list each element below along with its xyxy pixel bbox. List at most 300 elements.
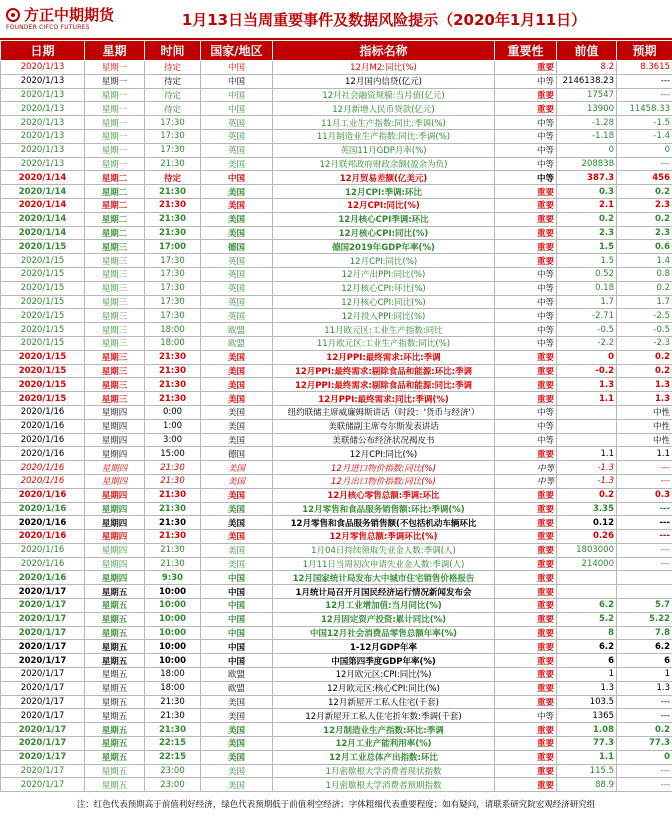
- forecast-cell: 1: [617, 668, 672, 682]
- importance-cell: 中等: [495, 267, 557, 281]
- events-table: [0, 40, 672, 792]
- importance-cell: 中等: [495, 116, 557, 130]
- previous-cell: 2.3: [557, 226, 617, 240]
- country-cell: 德国: [201, 240, 273, 254]
- table-row: [1, 240, 672, 254]
- previous-cell: 1.5: [557, 254, 617, 268]
- previous-cell: 1.3: [557, 378, 617, 392]
- forecast-cell: 456: [617, 171, 672, 185]
- forecast-cell: -2.3: [617, 336, 672, 350]
- indicator-cell: 12月工业增加值:当月同比(%): [273, 599, 495, 613]
- weekday-cell: 星期四: [85, 543, 145, 557]
- logo-text: 方正中期期货: [24, 6, 115, 24]
- forecast-cell: ---: [617, 88, 672, 102]
- previous-cell: 0.3: [557, 185, 617, 199]
- weekday-cell: 星期四: [85, 571, 145, 585]
- weekday-cell: 星期三: [85, 323, 145, 337]
- date-cell: 2020/1/17: [1, 612, 85, 626]
- weekday-cell: 星期五: [85, 668, 145, 682]
- date-cell: 2020/1/17: [1, 695, 85, 709]
- indicator-cell: 12月国内信贷(亿元): [273, 74, 495, 88]
- weekday-cell: 星期一: [85, 116, 145, 130]
- importance-cell: 重要: [495, 364, 557, 378]
- importance-cell: 重要: [495, 778, 557, 792]
- table-row: [1, 502, 672, 516]
- indicator-cell: 11月欧元区:工业生产指数:同比(%): [273, 336, 495, 350]
- previous-cell: 3.35: [557, 502, 617, 516]
- indicator-cell: 12月产出PPI:同比(%): [273, 267, 495, 281]
- country-cell: 欧盟: [201, 323, 273, 337]
- weekday-cell: 星期五: [85, 640, 145, 654]
- importance-cell: 重要: [495, 557, 557, 571]
- date-cell: 2020/1/17: [1, 599, 85, 613]
- country-cell: 美国: [201, 750, 273, 764]
- country-cell: 英国: [201, 267, 273, 281]
- indicator-cell: 12月贸易差额(亿美元): [273, 171, 495, 185]
- date-cell: 2020/1/15: [1, 323, 85, 337]
- indicator-cell: 12月核心CPI:环比(%): [273, 281, 495, 295]
- importance-cell: 中等: [495, 323, 557, 337]
- previous-cell: 103.5: [557, 695, 617, 709]
- country-cell: 英国: [201, 254, 273, 268]
- col-header-forecast: 预期: [617, 41, 672, 61]
- country-cell: 美国: [201, 350, 273, 364]
- importance-cell: 重要: [495, 764, 557, 778]
- weekday-cell: 星期五: [85, 654, 145, 668]
- time-cell: 21:30: [145, 723, 201, 737]
- country-cell: 英国: [201, 281, 273, 295]
- table-row: [1, 267, 672, 281]
- previous-cell: -1.18: [557, 129, 617, 143]
- forecast-cell: 0.2: [617, 212, 672, 226]
- weekday-cell: 星期三: [85, 281, 145, 295]
- weekday-cell: 星期三: [85, 254, 145, 268]
- indicator-cell: 12月固定资产投资:累计同比(%): [273, 612, 495, 626]
- previous-cell: 1.3: [557, 681, 617, 695]
- forecast-cell: 0.2: [617, 185, 672, 199]
- weekday-cell: 星期二: [85, 198, 145, 212]
- time-cell: 17:30: [145, 281, 201, 295]
- indicator-cell: 英国11月GDP月率(%): [273, 143, 495, 157]
- previous-cell: 0: [557, 143, 617, 157]
- logo-icon: [6, 8, 20, 22]
- forecast-cell: ---: [617, 709, 672, 723]
- date-cell: 2020/1/15: [1, 392, 85, 406]
- indicator-cell: 纽约联储主席威廉姆斯讲话（时段：'货币与经济'）: [273, 405, 495, 419]
- weekday-cell: 星期二: [85, 185, 145, 199]
- weekday-cell: 星期三: [85, 267, 145, 281]
- table-row: [1, 723, 672, 737]
- forecast-cell: 1.4: [617, 254, 672, 268]
- date-cell: 2020/1/15: [1, 336, 85, 350]
- date-cell: 2020/1/15: [1, 240, 85, 254]
- logo-subtext: FOUNDER CIFCO FUTURES: [6, 24, 90, 31]
- col-header-time: 时间: [145, 41, 201, 61]
- date-cell: 2020/1/16: [1, 447, 85, 461]
- time-cell: 17:30: [145, 254, 201, 268]
- country-cell: 美国: [201, 764, 273, 778]
- previous-cell: 6.2: [557, 599, 617, 613]
- indicator-cell: 12月投入PPI:同比(%): [273, 309, 495, 323]
- forecast-cell: ---: [617, 695, 672, 709]
- weekday-cell: 星期五: [85, 723, 145, 737]
- table-row: [1, 171, 672, 185]
- country-cell: 中国: [201, 585, 273, 599]
- col-header-date: 日期: [1, 41, 85, 61]
- weekday-cell: 星期四: [85, 461, 145, 475]
- indicator-cell: 中国12月社会消费品零售总额年率(%): [273, 626, 495, 640]
- time-cell: 18:00: [145, 336, 201, 350]
- importance-cell: 重要: [495, 668, 557, 682]
- forecast-cell: 0.2: [617, 723, 672, 737]
- weekday-cell: 星期一: [85, 129, 145, 143]
- weekday-cell: 星期一: [85, 61, 145, 75]
- table-row: [1, 709, 672, 723]
- indicator-cell: 12月进口物价指数:同比(%): [273, 461, 495, 475]
- importance-cell: 重要: [495, 530, 557, 544]
- previous-cell: 5.2: [557, 612, 617, 626]
- indicator-cell: 中国第四季度GDP年率(%): [273, 654, 495, 668]
- time-cell: 17:30: [145, 116, 201, 130]
- country-cell: 美国: [201, 212, 273, 226]
- date-cell: 2020/1/17: [1, 764, 85, 778]
- country-cell: 美国: [201, 198, 273, 212]
- time-cell: 10:00: [145, 599, 201, 613]
- importance-cell: 中等: [495, 709, 557, 723]
- previous-cell: -2.2: [557, 336, 617, 350]
- previous-cell: -1.3: [557, 461, 617, 475]
- page-title: 1月13日当周重要事件及数据风险提示（2020年1月11日）: [181, 10, 587, 29]
- country-cell: 美国: [201, 461, 273, 475]
- date-cell: 2020/1/13: [1, 88, 85, 102]
- country-cell: 美国: [201, 474, 273, 488]
- date-cell: 2020/1/16: [1, 516, 85, 530]
- weekday-cell: 星期五: [85, 585, 145, 599]
- forecast-cell: ---: [617, 74, 672, 88]
- forecast-cell: 0: [617, 750, 672, 764]
- forecast-cell: ---: [617, 530, 672, 544]
- time-cell: 17:30: [145, 295, 201, 309]
- time-cell: 21:30: [145, 185, 201, 199]
- country-cell: 中国: [201, 599, 273, 613]
- previous-cell: 1.7: [557, 295, 617, 309]
- time-cell: 0:00: [145, 405, 201, 419]
- weekday-cell: 星期一: [85, 157, 145, 171]
- table-row: [1, 599, 672, 613]
- previous-cell: 387.3: [557, 171, 617, 185]
- country-cell: 美国: [201, 226, 273, 240]
- time-cell: 21:30: [145, 488, 201, 502]
- country-cell: 美国: [201, 433, 273, 447]
- indicator-cell: 12月零售总额:季调环比(%): [273, 530, 495, 544]
- importance-cell: 重要: [495, 516, 557, 530]
- date-cell: 2020/1/16: [1, 571, 85, 585]
- table-row: [1, 668, 672, 682]
- country-cell: 美国: [201, 516, 273, 530]
- importance-cell: 中等: [495, 433, 557, 447]
- date-cell: 2020/1/14: [1, 226, 85, 240]
- importance-cell: 中等: [495, 157, 557, 171]
- table-row: [1, 309, 672, 323]
- time-cell: 待定: [145, 102, 201, 116]
- table-row: [1, 695, 672, 709]
- time-cell: 21:30: [145, 557, 201, 571]
- indicator-cell: 12月PPI:最终需求:剔除食品和能源:同比:季调: [273, 378, 495, 392]
- forecast-cell: 2.3: [617, 226, 672, 240]
- previous-cell: 77.3: [557, 737, 617, 751]
- country-cell: 中国: [201, 88, 273, 102]
- weekday-cell: 星期一: [85, 74, 145, 88]
- importance-cell: 中等: [495, 461, 557, 475]
- date-cell: 2020/1/13: [1, 116, 85, 130]
- country-cell: 中国: [201, 102, 273, 116]
- weekday-cell: 星期五: [85, 681, 145, 695]
- table-row: [1, 405, 672, 419]
- country-cell: 美国: [201, 543, 273, 557]
- forecast-cell: [617, 585, 672, 599]
- previous-cell: [557, 585, 617, 599]
- forecast-cell: 5.7: [617, 599, 672, 613]
- indicator-cell: 德国2019年GDP年率(%): [273, 240, 495, 254]
- country-cell: 美国: [201, 502, 273, 516]
- importance-cell: 重要: [495, 585, 557, 599]
- table-row: [1, 764, 672, 778]
- forecast-cell: 0.2: [617, 364, 672, 378]
- indicator-cell: 12月新屋开工私人住宅(千套): [273, 695, 495, 709]
- previous-cell: 8.2: [557, 61, 617, 75]
- previous-cell: 17547: [557, 88, 617, 102]
- indicator-cell: 12月CPI:同比(%): [273, 447, 495, 461]
- indicator-cell: 12月CPI:季调:环比: [273, 185, 495, 199]
- table-row: [1, 461, 672, 475]
- country-cell: 中国: [201, 74, 273, 88]
- table-row: [1, 212, 672, 226]
- indicator-cell: 12月工业总体产出指数:环比: [273, 750, 495, 764]
- country-cell: 美国: [201, 695, 273, 709]
- country-cell: 美国: [201, 737, 273, 751]
- importance-cell: 重要: [495, 626, 557, 640]
- table-row: [1, 185, 672, 199]
- country-cell: 中国: [201, 626, 273, 640]
- weekday-cell: 星期四: [85, 433, 145, 447]
- date-cell: 2020/1/13: [1, 61, 85, 75]
- country-cell: 欧盟: [201, 681, 273, 695]
- time-cell: 21:30: [145, 392, 201, 406]
- previous-cell: [557, 433, 617, 447]
- importance-cell: 中等: [495, 419, 557, 433]
- country-cell: 英国: [201, 116, 273, 130]
- time-cell: 18:00: [145, 681, 201, 695]
- weekday-cell: 星期二: [85, 171, 145, 185]
- table-row: [1, 516, 672, 530]
- indicator-cell: 12月PPI:最终需求:剔除食品和能源:环比:季调: [273, 364, 495, 378]
- table-row: [1, 571, 672, 585]
- importance-cell: 中等: [495, 74, 557, 88]
- previous-cell: 0.2: [557, 488, 617, 502]
- table-row: [1, 295, 672, 309]
- weekday-cell: 星期四: [85, 557, 145, 571]
- forecast-cell: ---: [617, 778, 672, 792]
- importance-cell: 重要: [495, 61, 557, 75]
- indicator-cell: 1月密歇根大学消费者预期指数: [273, 778, 495, 792]
- country-cell: 英国: [201, 129, 273, 143]
- country-cell: 英国: [201, 295, 273, 309]
- time-cell: 21:30: [145, 709, 201, 723]
- importance-cell: 重要: [495, 378, 557, 392]
- date-cell: 2020/1/16: [1, 474, 85, 488]
- date-cell: 2020/1/15: [1, 378, 85, 392]
- weekday-cell: 星期三: [85, 378, 145, 392]
- date-cell: 2020/1/16: [1, 488, 85, 502]
- weekday-cell: 星期四: [85, 516, 145, 530]
- col-header-previous: 前值: [557, 41, 617, 61]
- time-cell: 17:00: [145, 240, 201, 254]
- previous-cell: [557, 571, 617, 585]
- indicator-cell: 12月国家统计局发布大中城市住宅销售价格报告: [273, 571, 495, 585]
- indicator-cell: 1月统计局召开月国民经济运行情况新闻发布会: [273, 585, 495, 599]
- forecast-cell: 1.1: [617, 447, 672, 461]
- indicator-cell: 1月04日持续领取失业金人数:季调(人): [273, 543, 495, 557]
- weekday-cell: 星期三: [85, 364, 145, 378]
- importance-cell: 重要: [495, 571, 557, 585]
- weekday-cell: 星期五: [85, 709, 145, 723]
- importance-cell: 重要: [495, 543, 557, 557]
- col-header-importance: 重要性: [495, 41, 557, 61]
- indicator-cell: 11月欧元区:工业生产指数:同比: [273, 323, 495, 337]
- forecast-cell: 7.8: [617, 626, 672, 640]
- date-cell: 2020/1/14: [1, 212, 85, 226]
- importance-cell: 中等: [495, 295, 557, 309]
- previous-cell: 1.1: [557, 392, 617, 406]
- time-cell: 21:30: [145, 695, 201, 709]
- time-cell: 21:30: [145, 350, 201, 364]
- time-cell: 待定: [145, 61, 201, 75]
- country-cell: 美国: [201, 419, 273, 433]
- country-cell: 英国: [201, 309, 273, 323]
- previous-cell: 1.5: [557, 240, 617, 254]
- forecast-cell: ---: [617, 461, 672, 475]
- previous-cell: 6: [557, 654, 617, 668]
- table-row: [1, 640, 672, 654]
- country-cell: 美国: [201, 557, 273, 571]
- weekday-cell: 星期五: [85, 695, 145, 709]
- table-header-row: [1, 41, 672, 61]
- country-cell: 美国: [201, 364, 273, 378]
- forecast-cell: -2.5: [617, 309, 672, 323]
- importance-cell: 中等: [495, 281, 557, 295]
- date-cell: 2020/1/17: [1, 723, 85, 737]
- indicator-cell: 12月欧元区:核心CPI:同比(%): [273, 681, 495, 695]
- country-cell: 欧盟: [201, 336, 273, 350]
- indicator-cell: 12月核心CPI:同比(%): [273, 226, 495, 240]
- date-cell: 2020/1/17: [1, 709, 85, 723]
- table-row: [1, 74, 672, 88]
- importance-cell: 中等: [495, 336, 557, 350]
- importance-cell: 重要: [495, 226, 557, 240]
- indicator-cell: 12月欧元区:CPI:同比(%): [273, 668, 495, 682]
- importance-cell: 重要: [495, 392, 557, 406]
- date-cell: 2020/1/16: [1, 461, 85, 475]
- country-cell: 中国: [201, 571, 273, 585]
- forecast-cell: 1.3: [617, 392, 672, 406]
- previous-cell: 115.5: [557, 764, 617, 778]
- forecast-cell: -1.5: [617, 116, 672, 130]
- weekday-cell: 星期五: [85, 764, 145, 778]
- forecast-cell: ---: [617, 543, 672, 557]
- date-cell: 2020/1/16: [1, 502, 85, 516]
- time-cell: 23:00: [145, 764, 201, 778]
- importance-cell: 重要: [495, 681, 557, 695]
- table-row: [1, 626, 672, 640]
- time-cell: 18:00: [145, 323, 201, 337]
- importance-cell: 重要: [495, 350, 557, 364]
- indicator-cell: 美联储副主席夸尔斯发表讲话: [273, 419, 495, 433]
- country-cell: 中国: [201, 640, 273, 654]
- weekday-cell: 星期一: [85, 143, 145, 157]
- indicator-cell: 1月密歇根大学消费者现状指数: [273, 764, 495, 778]
- indicator-cell: 12月联邦政府财政余额(盈余为负): [273, 157, 495, 171]
- importance-cell: 重要: [495, 88, 557, 102]
- country-cell: 美国: [201, 709, 273, 723]
- time-cell: 待定: [145, 74, 201, 88]
- weekday-cell: 星期四: [85, 447, 145, 461]
- previous-cell: [557, 405, 617, 419]
- time-cell: 18:00: [145, 668, 201, 682]
- forecast-cell: ---: [617, 474, 672, 488]
- time-cell: 10:00: [145, 654, 201, 668]
- time-cell: 22:15: [145, 737, 201, 751]
- date-cell: 2020/1/17: [1, 585, 85, 599]
- weekday-cell: 星期四: [85, 530, 145, 544]
- table-row: [1, 778, 672, 792]
- company-logo: [0, 7, 136, 31]
- time-cell: 21:30: [145, 157, 201, 171]
- date-cell: 2020/1/15: [1, 309, 85, 323]
- indicator-cell: 12月PPI:最终需求:环比:季调: [273, 350, 495, 364]
- time-cell: 10:00: [145, 626, 201, 640]
- country-cell: 中国: [201, 612, 273, 626]
- importance-cell: 重要: [495, 612, 557, 626]
- table-row: [1, 447, 672, 461]
- previous-cell: 6.2: [557, 640, 617, 654]
- date-cell: 2020/1/16: [1, 405, 85, 419]
- previous-cell: 1.1: [557, 447, 617, 461]
- previous-cell: 2.1: [557, 198, 617, 212]
- time-cell: 21:30: [145, 474, 201, 488]
- country-cell: 美国: [201, 378, 273, 392]
- time-cell: 21:30: [145, 516, 201, 530]
- indicator-cell: 12月M2:同比(%): [273, 61, 495, 75]
- importance-cell: 重要: [495, 240, 557, 254]
- table-body: [1, 61, 672, 792]
- table-row: [1, 61, 672, 75]
- indicator-cell: 12月核心CPI:同比(%): [273, 295, 495, 309]
- weekday-cell: 星期五: [85, 778, 145, 792]
- forecast-cell: ---: [617, 157, 672, 171]
- table-row: [1, 157, 672, 171]
- forecast-cell: 2.3: [617, 198, 672, 212]
- forecast-cell: ---: [617, 516, 672, 530]
- date-cell: 2020/1/14: [1, 198, 85, 212]
- date-cell: 2020/1/16: [1, 543, 85, 557]
- forecast-cell: [617, 571, 672, 585]
- previous-cell: 13900: [557, 102, 617, 116]
- previous-cell: 0.26: [557, 530, 617, 544]
- forecast-cell: 0.2: [617, 350, 672, 364]
- date-cell: 2020/1/17: [1, 778, 85, 792]
- date-cell: 2020/1/15: [1, 295, 85, 309]
- time-cell: 21:30: [145, 461, 201, 475]
